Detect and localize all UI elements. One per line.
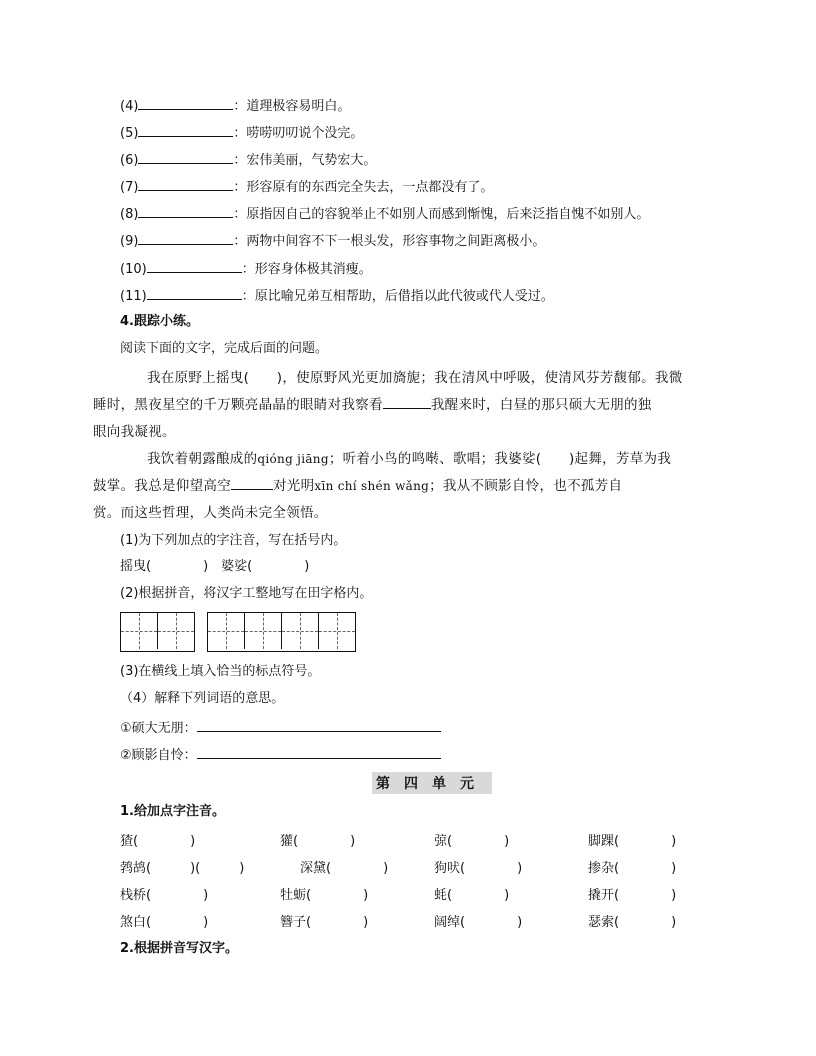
idiom-line: (8) ：原指因自己的容貌举止不如别人而感到惭愧，后来泛指自愧不如别人。 <box>120 203 649 225</box>
vocab-item: 脚踝( ) <box>588 834 677 849</box>
answer-blank[interactable] <box>147 258 242 273</box>
question-2: (2)根据拼音，将汉字工整地写在田字格内。 <box>120 586 373 601</box>
vocab-item: 猹( ) <box>120 834 196 849</box>
vocab-row <box>120 830 700 850</box>
section-heading: 1.给加点字注音。 <box>120 804 225 819</box>
answer-blank[interactable] <box>138 176 233 191</box>
vocab-item: 深黛( ) <box>300 861 389 876</box>
vocab-item: 簪子( ) <box>280 915 369 930</box>
instruction: 阅读下面的文字，完成后面的问题。 <box>120 341 329 356</box>
tianzige-cell[interactable] <box>121 613 158 649</box>
definition-line: ①硕大无朋： <box>120 717 441 739</box>
idiom-line: (6) ：宏伟美丽，气势宏大。 <box>120 149 376 171</box>
idiom-line: (9) ：两物中间容不下一根头发，形容事物之间距离极小。 <box>120 230 545 252</box>
vocab-item: 煞白( ) <box>120 915 209 930</box>
idiom-line: (7) ：形容原有的东西完全失去，一点都没有了。 <box>120 176 493 198</box>
section-heading: 4.跟踪小练。 <box>120 314 199 329</box>
answer-blank[interactable] <box>138 149 233 164</box>
tianzige-cell[interactable] <box>208 613 245 649</box>
question-1: (1)为下列加点的字注音，写在括号内。 <box>120 533 347 548</box>
vocab-row <box>120 911 700 931</box>
vocab-item: 牡蛎( ) <box>280 888 369 903</box>
answer-blank[interactable] <box>138 95 233 110</box>
vocab-item: 獾( ) <box>280 834 356 849</box>
definition-line: ②顾影自怜： <box>120 744 441 766</box>
vocab-item: 弶( ) <box>434 834 510 849</box>
answer-blank[interactable] <box>138 203 233 218</box>
reading-paragraph-2: 我饮着朝露酿成的qióng jiāng；听着小鸟的鸣啭、歌唱；我婆娑( )起舞，芳草为我 鼓掌。我总是仰望高空 对光明xīn chí shén wǎng；我从不顾影自怜，也不孤芳自 赏。而这些哲理，人类尚未完全领悟。 <box>93 451 672 521</box>
tianzige-group <box>120 612 195 652</box>
vocab-item: 阔绰( ) <box>434 915 523 930</box>
tianzige-cell[interactable] <box>158 613 194 649</box>
idiom-line: (5) ：唠唠叨叨说个没完。 <box>120 122 363 144</box>
tianzige-cell[interactable] <box>319 613 355 649</box>
punctuation-blank[interactable] <box>383 394 431 409</box>
pinyin: qióng jiāng <box>257 452 329 466</box>
tianzige-group <box>207 612 356 652</box>
vocab-row <box>120 884 700 904</box>
tianzige-cell[interactable] <box>282 613 319 649</box>
tianzige-cell[interactable] <box>245 613 282 649</box>
reading-paragraph-1: 我在原野上摇曳( )，使原野风光更加旖旎；我在清风中呼吸，使清风芬芳馥郁。我微 睡时，黑夜星空的千万颗亮晶晶的眼睛对我察看 我醒来时，白昼的那只硕大无朋的独 眼向我凝视。 <box>93 370 683 440</box>
answer-blank[interactable] <box>138 230 233 245</box>
question-4: （4）解释下列词语的意思。 <box>120 691 285 706</box>
question-3: (3)在横线上填入恰当的标点符号。 <box>120 664 321 679</box>
vocab-item: 鹁鸪( )( ) <box>120 861 245 876</box>
tianzige-grids <box>120 612 356 652</box>
pinyin: xīn chí shén wǎng <box>314 479 430 493</box>
answer-blank[interactable] <box>197 744 441 759</box>
answer-blank[interactable] <box>138 122 233 137</box>
vocab-item: 掺杂( ) <box>588 861 677 876</box>
section-heading: 2.根据拼音写汉字。 <box>120 941 238 956</box>
idiom-line: (4) ：道理极容易明白。 <box>120 95 350 117</box>
idiom-line: (11) ：原比喻兄弟互相帮助，后借指以此代彼或代人受过。 <box>120 285 554 307</box>
answer-blank[interactable] <box>147 285 242 300</box>
unit-title: 第四单元 <box>372 772 492 794</box>
punctuation-blank[interactable] <box>231 475 273 490</box>
idiom-line: (10) ：形容身体极其消瘦。 <box>120 258 372 280</box>
answer-blank[interactable] <box>197 717 441 732</box>
question-1-items: 摇曳( ) 婆娑( ) <box>120 559 310 574</box>
vocab-item: 狗吠( ) <box>434 861 523 876</box>
vocab-item: 瑟索( ) <box>588 915 677 930</box>
vocab-item: 栈桥( ) <box>120 888 209 903</box>
vocab-item: 蚝( ) <box>434 888 510 903</box>
vocab-item: 撬开( ) <box>588 888 677 903</box>
vocab-row <box>120 857 700 877</box>
